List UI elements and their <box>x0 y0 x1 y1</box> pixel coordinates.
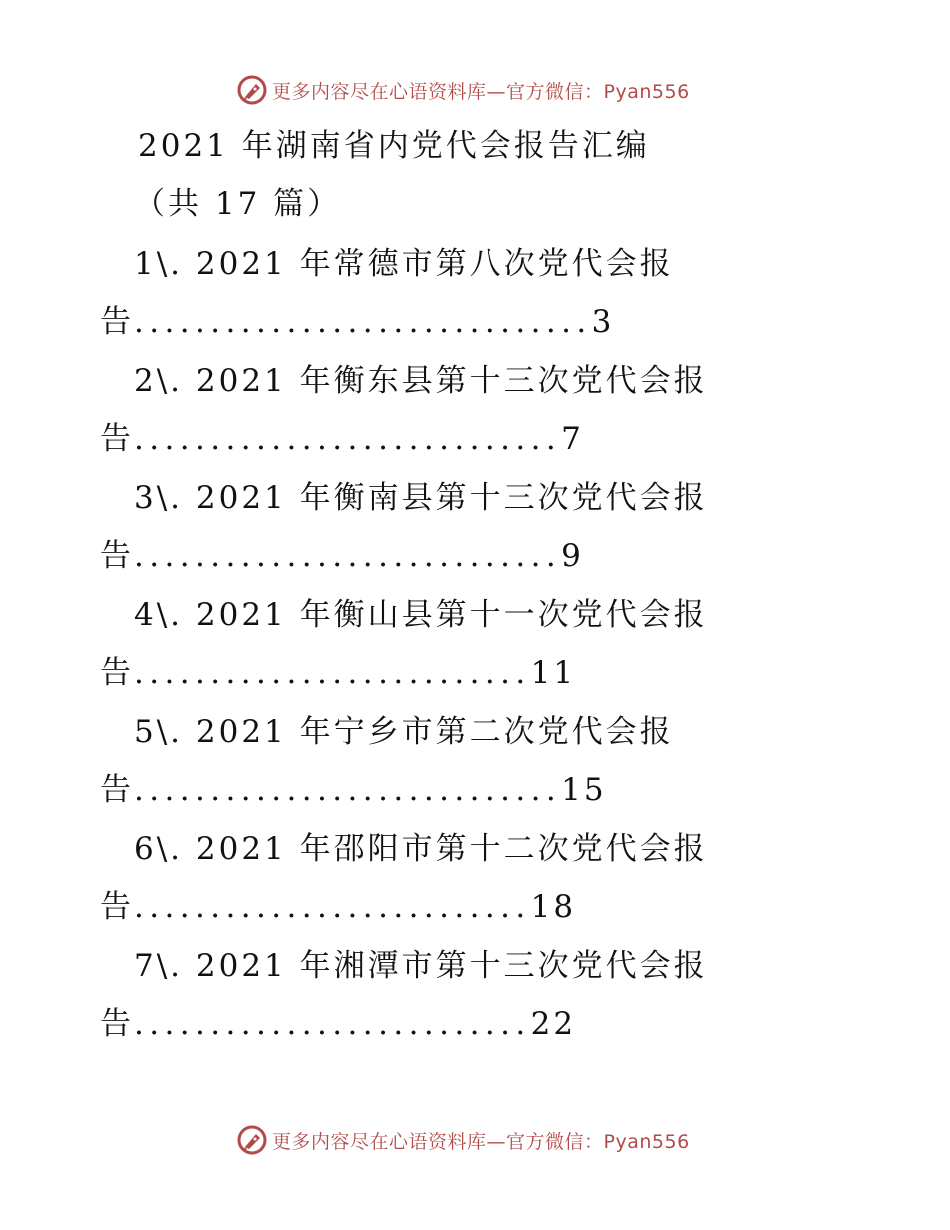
toc-number: 1\. <box>134 246 184 282</box>
toc-leader-dots: .............................. <box>134 304 592 340</box>
toc-entry-tail <box>100 653 576 693</box>
toc-year: 2021 <box>195 363 287 399</box>
toc-leader-dots: .......................... <box>134 1006 531 1042</box>
toc-title-tail: 告 <box>100 655 134 691</box>
toc-entry-heading <box>134 712 674 752</box>
toc-entry-heading <box>134 829 708 869</box>
toc-page-number: 11 <box>530 655 577 691</box>
toc-title-tail: 告 <box>100 1006 134 1042</box>
toc-title: 年湘潭市第十三次党代会报 <box>299 948 708 984</box>
toc-leader-dots: ............................ <box>134 772 562 808</box>
header-watermark <box>236 72 690 108</box>
toc-entry-heading <box>134 595 708 635</box>
toc-page-number: 3 <box>591 304 615 340</box>
toc-entry-heading <box>134 244 674 284</box>
document-title: 2021 年湖南省内党代会报告汇编 <box>138 128 650 164</box>
toc-entry-tail <box>100 536 584 576</box>
toc-leader-dots: .......................... <box>134 655 531 691</box>
toc-page-number: 9 <box>561 538 584 574</box>
toc-number: 6\. <box>134 831 184 867</box>
toc-title: 年宁乡市第二次党代会报 <box>299 714 674 750</box>
toc-title-tail: 告 <box>100 772 134 808</box>
toc-number: 7\. <box>134 948 184 984</box>
toc-title: 年常德市第八次党代会报 <box>299 246 674 282</box>
toc-title-tail: 告 <box>100 304 134 340</box>
toc-year: 2021 <box>195 714 287 750</box>
toc-number: 2\. <box>134 363 184 399</box>
toc-year: 2021 <box>195 597 287 633</box>
toc-title: 年衡南县第十三次党代会报 <box>299 480 708 516</box>
toc-number: 5\. <box>134 714 184 750</box>
toc-year: 2021 <box>195 480 287 516</box>
toc-entry-heading <box>134 478 708 518</box>
toc-entry-tail <box>100 887 576 927</box>
toc-number: 3\. <box>134 480 184 516</box>
toc-page-number: 15 <box>561 772 607 808</box>
toc-leader-dots: ............................ <box>134 538 562 574</box>
toc-page-number: 7 <box>561 421 584 457</box>
toc-year: 2021 <box>195 831 287 867</box>
toc-entry-tail <box>100 1004 576 1044</box>
watermark-text: 更多内容尽在心语资料库—官方微信：Pyan556 <box>272 1130 690 1153</box>
watermark-text: 更多内容尽在心语资料库—官方微信：Pyan556 <box>272 80 690 103</box>
pen-nib-icon <box>236 74 268 106</box>
toc-page-number: 22 <box>530 1006 577 1042</box>
footer-watermark <box>236 1122 690 1158</box>
toc-entry-heading <box>134 361 708 401</box>
toc-page-number: 18 <box>530 889 577 925</box>
toc-year: 2021 <box>195 948 287 984</box>
toc-leader-dots: .......................... <box>134 889 531 925</box>
toc-entry-tail <box>100 302 614 342</box>
toc-entry-tail <box>100 770 607 810</box>
toc-entry-tail <box>100 419 584 459</box>
toc-leader-dots: ............................ <box>134 421 562 457</box>
toc-year: 2021 <box>195 246 287 282</box>
toc-number: 4\. <box>134 597 184 633</box>
pen-nib-icon <box>236 1124 268 1156</box>
toc-title: 年衡东县第十三次党代会报 <box>299 363 708 399</box>
toc-title-tail: 告 <box>100 421 134 457</box>
toc-entry-heading <box>134 946 708 986</box>
toc-title-tail: 告 <box>100 889 134 925</box>
document-subtitle: （共 17 篇） <box>134 186 342 222</box>
toc-title: 年衡山县第十一次党代会报 <box>299 597 708 633</box>
toc-title: 年邵阳市第十二次党代会报 <box>299 831 708 867</box>
toc-title-tail: 告 <box>100 538 134 574</box>
